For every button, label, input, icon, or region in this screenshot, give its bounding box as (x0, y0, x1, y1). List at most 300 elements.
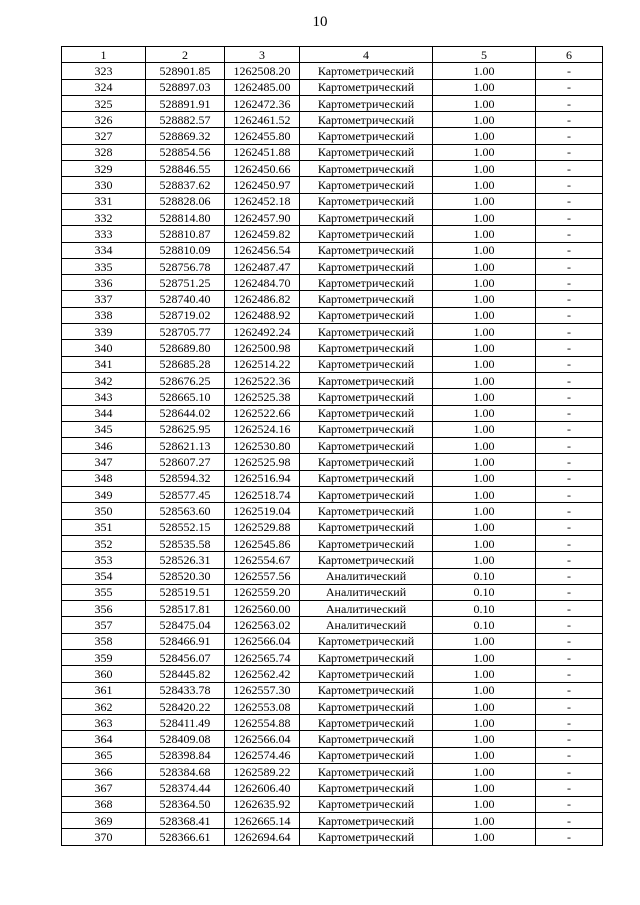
table-row (62, 128, 603, 144)
cell-note: - (536, 372, 603, 388)
cell-x-coordinate: 528519.51 (146, 584, 225, 600)
cell-note: - (536, 356, 603, 372)
cell-x-coordinate: 528466.91 (146, 633, 225, 649)
cell-y-coordinate: 1262525.98 (225, 454, 300, 470)
cell-y-coordinate: 1262545.86 (225, 535, 300, 551)
cell-x-coordinate: 528520.30 (146, 568, 225, 584)
cell-point-number: 329 (62, 161, 146, 177)
cell-y-coordinate: 1262530.80 (225, 438, 300, 454)
table-row (62, 649, 603, 665)
cell-method: Картометрический (300, 291, 433, 307)
table-row (62, 95, 603, 111)
cell-point-number: 366 (62, 764, 146, 780)
cell-point-number: 365 (62, 747, 146, 763)
cell-method: Картометрический (300, 324, 433, 340)
cell-y-coordinate: 1262553.08 (225, 698, 300, 714)
column-header-3: 3 (225, 47, 300, 63)
cell-x-coordinate: 528368.41 (146, 812, 225, 828)
cell-y-coordinate: 1262566.04 (225, 633, 300, 649)
cell-y-coordinate: 1262525.38 (225, 389, 300, 405)
cell-y-coordinate: 1262557.56 (225, 568, 300, 584)
cell-accuracy: 1.00 (433, 161, 536, 177)
cell-y-coordinate: 1262519.04 (225, 503, 300, 519)
table-row (62, 405, 603, 421)
cell-point-number: 331 (62, 193, 146, 209)
cell-method: Картометрический (300, 666, 433, 682)
cell-accuracy: 1.00 (433, 454, 536, 470)
table-row (62, 161, 603, 177)
table-row (62, 796, 603, 812)
table-row (62, 144, 603, 160)
cell-accuracy: 0.10 (433, 584, 536, 600)
cell-accuracy: 1.00 (433, 503, 536, 519)
cell-x-coordinate: 528828.06 (146, 193, 225, 209)
cell-x-coordinate: 528621.13 (146, 438, 225, 454)
cell-point-number: 359 (62, 649, 146, 665)
cell-y-coordinate: 1262514.22 (225, 356, 300, 372)
cell-note: - (536, 177, 603, 193)
cell-accuracy: 1.00 (433, 128, 536, 144)
cell-accuracy: 1.00 (433, 666, 536, 682)
table-row (62, 535, 603, 551)
cell-x-coordinate: 528625.95 (146, 421, 225, 437)
cell-method: Картометрический (300, 519, 433, 535)
cell-note: - (536, 307, 603, 323)
cell-method: Картометрический (300, 454, 433, 470)
cell-accuracy: 0.10 (433, 601, 536, 617)
cell-point-number: 346 (62, 438, 146, 454)
cell-accuracy: 1.00 (433, 324, 536, 340)
cell-point-number: 324 (62, 79, 146, 95)
cell-accuracy: 0.10 (433, 568, 536, 584)
cell-note: - (536, 226, 603, 242)
cell-method: Аналитический (300, 601, 433, 617)
cell-method: Аналитический (300, 568, 433, 584)
cell-y-coordinate: 1262516.94 (225, 470, 300, 486)
cell-method: Картометрический (300, 405, 433, 421)
cell-method: Картометрический (300, 715, 433, 731)
cell-method: Картометрический (300, 242, 433, 258)
cell-point-number: 323 (62, 63, 146, 79)
table-row (62, 747, 603, 763)
cell-method: Картометрический (300, 552, 433, 568)
cell-x-coordinate: 528364.50 (146, 796, 225, 812)
cell-note: - (536, 79, 603, 95)
cell-y-coordinate: 1262455.80 (225, 128, 300, 144)
cell-method: Картометрический (300, 829, 433, 845)
cell-y-coordinate: 1262635.92 (225, 796, 300, 812)
cell-method: Картометрический (300, 731, 433, 747)
cell-note: - (536, 649, 603, 665)
cell-accuracy: 1.00 (433, 112, 536, 128)
cell-accuracy: 1.00 (433, 421, 536, 437)
cell-accuracy: 1.00 (433, 79, 536, 95)
cell-point-number: 370 (62, 829, 146, 845)
cell-point-number: 368 (62, 796, 146, 812)
cell-method: Картометрический (300, 796, 433, 812)
table-row (62, 568, 603, 584)
cell-note: - (536, 552, 603, 568)
cell-x-coordinate: 528751.25 (146, 275, 225, 291)
cell-method: Картометрический (300, 649, 433, 665)
cell-accuracy: 1.00 (433, 780, 536, 796)
cell-method: Картометрический (300, 63, 433, 79)
table-row (62, 226, 603, 242)
cell-note: - (536, 63, 603, 79)
cell-x-coordinate: 528685.28 (146, 356, 225, 372)
cell-point-number: 362 (62, 698, 146, 714)
cell-x-coordinate: 528869.32 (146, 128, 225, 144)
table-body (62, 63, 603, 845)
cell-point-number: 344 (62, 405, 146, 421)
cell-method: Картометрический (300, 698, 433, 714)
cell-method: Картометрический (300, 275, 433, 291)
cell-note: - (536, 112, 603, 128)
column-header-5: 5 (433, 47, 536, 63)
cell-point-number: 364 (62, 731, 146, 747)
cell-y-coordinate: 1262557.30 (225, 682, 300, 698)
cell-note: - (536, 666, 603, 682)
cell-note: - (536, 193, 603, 209)
cell-point-number: 339 (62, 324, 146, 340)
cell-y-coordinate: 1262450.97 (225, 177, 300, 193)
table-row (62, 307, 603, 323)
cell-y-coordinate: 1262524.16 (225, 421, 300, 437)
cell-y-coordinate: 1262472.36 (225, 95, 300, 111)
cell-y-coordinate: 1262452.18 (225, 193, 300, 209)
cell-method: Картометрический (300, 633, 433, 649)
cell-point-number: 327 (62, 128, 146, 144)
cell-y-coordinate: 1262487.47 (225, 258, 300, 274)
cell-y-coordinate: 1262562.42 (225, 666, 300, 682)
cell-point-number: 355 (62, 584, 146, 600)
cell-x-coordinate: 528814.80 (146, 209, 225, 225)
cell-point-number: 337 (62, 291, 146, 307)
table-row (62, 633, 603, 649)
cell-x-coordinate: 528837.62 (146, 177, 225, 193)
cell-point-number: 332 (62, 209, 146, 225)
cell-accuracy: 1.00 (433, 682, 536, 698)
table-row (62, 324, 603, 340)
cell-accuracy: 1.00 (433, 275, 536, 291)
cell-x-coordinate: 528854.56 (146, 144, 225, 160)
cell-y-coordinate: 1262450.66 (225, 161, 300, 177)
cell-method: Аналитический (300, 584, 433, 600)
cell-method: Картометрический (300, 780, 433, 796)
cell-y-coordinate: 1262484.70 (225, 275, 300, 291)
cell-method: Картометрический (300, 209, 433, 225)
cell-point-number: 358 (62, 633, 146, 649)
cell-point-number: 340 (62, 340, 146, 356)
cell-note: - (536, 535, 603, 551)
cell-accuracy: 1.00 (433, 519, 536, 535)
cell-note: - (536, 698, 603, 714)
cell-y-coordinate: 1262554.67 (225, 552, 300, 568)
cell-point-number: 341 (62, 356, 146, 372)
cell-method: Картометрический (300, 812, 433, 828)
page-number: 10 (312, 14, 328, 30)
cell-x-coordinate: 528535.58 (146, 535, 225, 551)
cell-point-number: 352 (62, 535, 146, 551)
cell-accuracy: 1.00 (433, 764, 536, 780)
cell-note: - (536, 780, 603, 796)
cell-method: Картометрический (300, 177, 433, 193)
cell-accuracy: 1.00 (433, 193, 536, 209)
cell-point-number: 348 (62, 470, 146, 486)
cell-note: - (536, 291, 603, 307)
table-row (62, 291, 603, 307)
cell-accuracy: 1.00 (433, 307, 536, 323)
cell-method: Картометрический (300, 682, 433, 698)
cell-y-coordinate: 1262589.22 (225, 764, 300, 780)
cell-x-coordinate: 528552.15 (146, 519, 225, 535)
cell-note: - (536, 209, 603, 225)
cell-method: Картометрический (300, 112, 433, 128)
cell-x-coordinate: 528901.85 (146, 63, 225, 79)
table-row (62, 242, 603, 258)
table-header-row (62, 47, 603, 63)
cell-accuracy: 1.00 (433, 747, 536, 763)
table-row (62, 389, 603, 405)
table-row (62, 258, 603, 274)
cell-accuracy: 1.00 (433, 796, 536, 812)
cell-y-coordinate: 1262560.00 (225, 601, 300, 617)
cell-note: - (536, 796, 603, 812)
cell-note: - (536, 601, 603, 617)
cell-note: - (536, 568, 603, 584)
cell-note: - (536, 682, 603, 698)
cell-point-number: 338 (62, 307, 146, 323)
cell-note: - (536, 829, 603, 845)
cell-method: Картометрический (300, 535, 433, 551)
cell-method: Картометрический (300, 372, 433, 388)
table-row (62, 340, 603, 356)
cell-point-number: 353 (62, 552, 146, 568)
column-header-2: 2 (146, 47, 225, 63)
cell-accuracy: 1.00 (433, 95, 536, 111)
cell-note: - (536, 812, 603, 828)
table-row (62, 112, 603, 128)
cell-accuracy: 1.00 (433, 389, 536, 405)
table-row (62, 552, 603, 568)
cell-accuracy: 1.00 (433, 177, 536, 193)
cell-note: - (536, 421, 603, 437)
table-row (62, 275, 603, 291)
cell-note: - (536, 389, 603, 405)
cell-accuracy: 1.00 (433, 226, 536, 242)
cell-x-coordinate: 528891.91 (146, 95, 225, 111)
table-row (62, 487, 603, 503)
cell-method: Картометрический (300, 161, 433, 177)
cell-y-coordinate: 1262559.20 (225, 584, 300, 600)
cell-x-coordinate: 528563.60 (146, 503, 225, 519)
cell-note: - (536, 438, 603, 454)
cell-point-number: 357 (62, 617, 146, 633)
column-header-4: 4 (300, 47, 433, 63)
table-row (62, 454, 603, 470)
cell-x-coordinate: 528409.08 (146, 731, 225, 747)
table-row (62, 503, 603, 519)
cell-accuracy: 0.10 (433, 617, 536, 633)
cell-y-coordinate: 1262563.02 (225, 617, 300, 633)
cell-note: - (536, 487, 603, 503)
cell-x-coordinate: 528398.84 (146, 747, 225, 763)
table-row (62, 438, 603, 454)
cell-note: - (536, 161, 603, 177)
table-row (62, 470, 603, 486)
cell-method: Картометрический (300, 340, 433, 356)
cell-accuracy: 1.00 (433, 715, 536, 731)
cell-x-coordinate: 528445.82 (146, 666, 225, 682)
cell-accuracy: 1.00 (433, 487, 536, 503)
cell-note: - (536, 731, 603, 747)
cell-note: - (536, 503, 603, 519)
table-row (62, 584, 603, 600)
cell-note: - (536, 584, 603, 600)
cell-x-coordinate: 528374.44 (146, 780, 225, 796)
cell-accuracy: 1.00 (433, 633, 536, 649)
cell-accuracy: 1.00 (433, 209, 536, 225)
cell-x-coordinate: 528433.78 (146, 682, 225, 698)
cell-y-coordinate: 1262508.20 (225, 63, 300, 79)
cell-accuracy: 1.00 (433, 470, 536, 486)
cell-x-coordinate: 528644.02 (146, 405, 225, 421)
cell-method: Картометрический (300, 79, 433, 95)
cell-x-coordinate: 528517.81 (146, 601, 225, 617)
cell-x-coordinate: 528411.49 (146, 715, 225, 731)
cell-y-coordinate: 1262486.82 (225, 291, 300, 307)
column-header-1: 1 (62, 47, 146, 63)
cell-x-coordinate: 528475.04 (146, 617, 225, 633)
cell-method: Картометрический (300, 487, 433, 503)
cell-method: Картометрический (300, 747, 433, 763)
cell-accuracy: 1.00 (433, 438, 536, 454)
cell-point-number: 369 (62, 812, 146, 828)
cell-accuracy: 1.00 (433, 356, 536, 372)
table-row (62, 682, 603, 698)
cell-y-coordinate: 1262522.36 (225, 372, 300, 388)
cell-x-coordinate: 528420.22 (146, 698, 225, 714)
cell-method: Картометрический (300, 356, 433, 372)
cell-accuracy: 1.00 (433, 535, 536, 551)
cell-method: Картометрический (300, 144, 433, 160)
cell-y-coordinate: 1262492.24 (225, 324, 300, 340)
cell-point-number: 333 (62, 226, 146, 242)
cell-y-coordinate: 1262485.00 (225, 79, 300, 95)
cell-point-number: 354 (62, 568, 146, 584)
cell-x-coordinate: 528366.61 (146, 829, 225, 845)
cell-method: Картометрический (300, 503, 433, 519)
cell-y-coordinate: 1262456.54 (225, 242, 300, 258)
cell-accuracy: 1.00 (433, 258, 536, 274)
cell-method: Картометрический (300, 258, 433, 274)
cell-point-number: 326 (62, 112, 146, 128)
cell-note: - (536, 764, 603, 780)
table-row (62, 63, 603, 79)
cell-x-coordinate: 528384.68 (146, 764, 225, 780)
cell-x-coordinate: 528756.78 (146, 258, 225, 274)
cell-y-coordinate: 1262565.74 (225, 649, 300, 665)
cell-y-coordinate: 1262574.46 (225, 747, 300, 763)
cell-x-coordinate: 528810.87 (146, 226, 225, 242)
cell-method: Картометрический (300, 389, 433, 405)
cell-point-number: 325 (62, 95, 146, 111)
cell-point-number: 334 (62, 242, 146, 258)
table-row (62, 177, 603, 193)
cell-x-coordinate: 528846.55 (146, 161, 225, 177)
cell-point-number: 350 (62, 503, 146, 519)
cell-point-number: 330 (62, 177, 146, 193)
cell-method: Картометрический (300, 95, 433, 111)
cell-accuracy: 1.00 (433, 698, 536, 714)
cell-note: - (536, 340, 603, 356)
cell-point-number: 347 (62, 454, 146, 470)
cell-method: Картометрический (300, 128, 433, 144)
cell-point-number: 335 (62, 258, 146, 274)
cell-x-coordinate: 528526.31 (146, 552, 225, 568)
cell-note: - (536, 405, 603, 421)
table-row (62, 666, 603, 682)
cell-accuracy: 1.00 (433, 812, 536, 828)
cell-y-coordinate: 1262529.88 (225, 519, 300, 535)
cell-x-coordinate: 528594.32 (146, 470, 225, 486)
cell-y-coordinate: 1262522.66 (225, 405, 300, 421)
cell-x-coordinate: 528719.02 (146, 307, 225, 323)
cell-note: - (536, 242, 603, 258)
coordinates-table (61, 46, 603, 846)
cell-method: Картометрический (300, 764, 433, 780)
cell-point-number: 363 (62, 715, 146, 731)
cell-y-coordinate: 1262451.88 (225, 144, 300, 160)
cell-method: Картометрический (300, 470, 433, 486)
table-row (62, 617, 603, 633)
table-row (62, 193, 603, 209)
cell-method: Картометрический (300, 438, 433, 454)
table-row (62, 356, 603, 372)
table-row (62, 209, 603, 225)
cell-y-coordinate: 1262518.74 (225, 487, 300, 503)
cell-point-number: 367 (62, 780, 146, 796)
cell-accuracy: 1.00 (433, 63, 536, 79)
cell-point-number: 328 (62, 144, 146, 160)
cell-accuracy: 1.00 (433, 144, 536, 160)
cell-accuracy: 1.00 (433, 829, 536, 845)
cell-note: - (536, 519, 603, 535)
cell-y-coordinate: 1262459.82 (225, 226, 300, 242)
table-row (62, 715, 603, 731)
cell-note: - (536, 715, 603, 731)
table-row (62, 731, 603, 747)
cell-point-number: 360 (62, 666, 146, 682)
cell-point-number: 336 (62, 275, 146, 291)
cell-point-number: 351 (62, 519, 146, 535)
table-row (62, 601, 603, 617)
table-row (62, 764, 603, 780)
cell-x-coordinate: 528810.09 (146, 242, 225, 258)
cell-point-number: 361 (62, 682, 146, 698)
cell-y-coordinate: 1262461.52 (225, 112, 300, 128)
table-row (62, 780, 603, 796)
cell-method: Картометрический (300, 226, 433, 242)
table-row (62, 372, 603, 388)
cell-y-coordinate: 1262665.14 (225, 812, 300, 828)
cell-point-number: 343 (62, 389, 146, 405)
cell-y-coordinate: 1262694.64 (225, 829, 300, 845)
cell-accuracy: 1.00 (433, 552, 536, 568)
table-row (62, 698, 603, 714)
cell-accuracy: 1.00 (433, 372, 536, 388)
cell-note: - (536, 128, 603, 144)
